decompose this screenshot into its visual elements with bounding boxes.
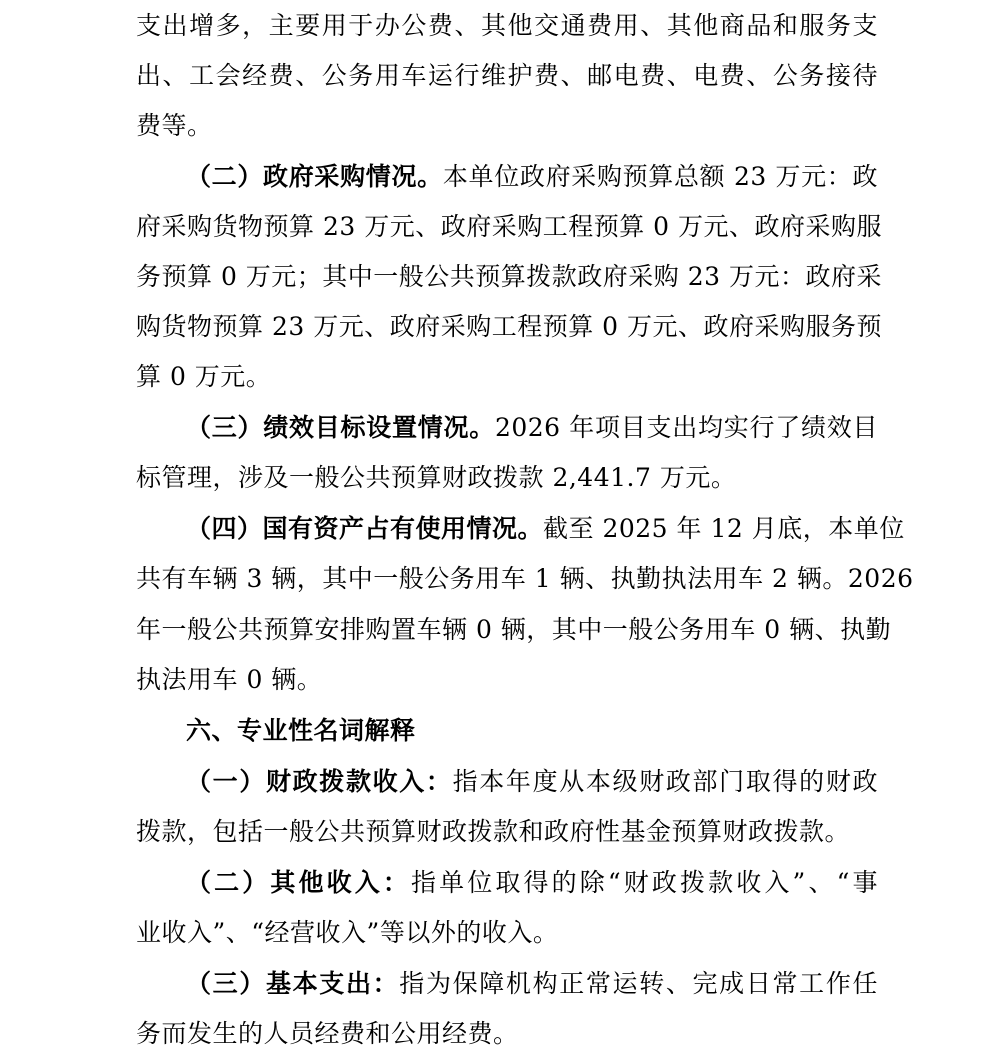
section-heading: （三）绩效目标设置情况。 bbox=[186, 413, 495, 442]
paragraph-line: 务预算 0 万元；其中一般公共预算拨款政府采购 23 万元：政府采 bbox=[136, 262, 883, 291]
paragraph-first-line bbox=[186, 509, 905, 549]
paragraph-line: 府采购货物预算 23 万元、政府采购工程预算 0 万元、政府采购服 bbox=[136, 212, 883, 241]
paragraph-line: 出、工会经费、公务用车运行维护费、邮电费、电费、公务接待 bbox=[136, 61, 878, 90]
paragraph-text: 指本年度从本级财政部门取得的财政 bbox=[452, 767, 878, 796]
paragraph-line: 共有车辆 3 辆，其中一般公务用车 1 辆、执勤执法用车 2 辆。2026 bbox=[136, 564, 914, 593]
paragraph-first-line bbox=[186, 863, 878, 903]
paragraph-line: 拨款，包括一般公共预算财政拨款和政府性基金预算财政拨款。 bbox=[136, 817, 851, 846]
paragraph-line: 年一般公共预算安排购置车辆 0 辆，其中一般公务用车 0 辆、执勤 bbox=[136, 615, 892, 644]
paragraph-line: 业收入”、“经营收入”等以外的收入。 bbox=[136, 918, 559, 947]
paragraph-line: 执法用车 0 辆。 bbox=[136, 665, 323, 694]
paragraph-text: 本单位政府采购预算总额 23 万元：政 bbox=[442, 162, 878, 191]
section-title: 六、专业性名词解释 bbox=[186, 716, 416, 745]
paragraph-line: 支出增多，主要用于办公费、其他交通费用、其他商品和服务支 bbox=[136, 11, 878, 40]
paragraph-text: 2026 年项目支出均实行了绩效目 bbox=[494, 413, 878, 442]
paragraph-first-line bbox=[186, 408, 878, 448]
paragraph-line: 购货物预算 23 万元、政府采购工程预算 0 万元、政府采购服务预 bbox=[136, 312, 883, 341]
paragraph-first-line bbox=[186, 762, 878, 802]
paragraph-first-line bbox=[186, 157, 878, 197]
section-heading: （二）政府采购情况。 bbox=[186, 162, 443, 191]
paragraph-text: 截至 2025 年 12 月底，本单位 bbox=[543, 514, 905, 543]
term-heading: （三）基本支出： bbox=[186, 969, 400, 998]
term-heading: （一）财政拨款收入： bbox=[186, 767, 453, 796]
paragraph-line: 务而发生的人员经费和公用经费。 bbox=[136, 1019, 519, 1048]
paragraph-text: 指单位取得的除“财政拨款收入”、“事 bbox=[411, 868, 878, 897]
term-heading: （二）其他收入： bbox=[186, 868, 412, 897]
paragraph-line: 算 0 万元。 bbox=[136, 362, 272, 391]
paragraph-text: 指为保障机构正常运转、完成日常工作任 bbox=[399, 969, 878, 998]
paragraph-line: 费等。 bbox=[136, 111, 213, 140]
section-heading: （四）国有资产占有使用情况。 bbox=[186, 514, 544, 543]
paragraph-first-line bbox=[186, 964, 878, 1004]
paragraph-line: 标管理，涉及一般公共预算财政拨款 2,441.7 万元。 bbox=[136, 463, 737, 492]
